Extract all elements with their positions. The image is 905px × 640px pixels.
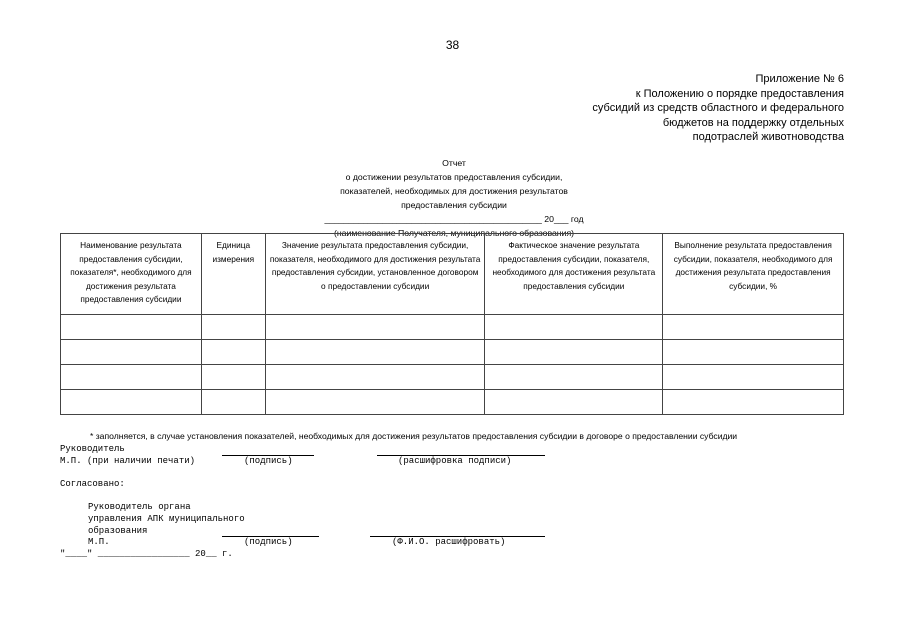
table-cell[interactable] <box>485 340 663 365</box>
table-cell[interactable] <box>663 365 844 390</box>
report-subtitle-line: о достижении результатов предоставления субсидии, <box>345 172 563 182</box>
report-heading <box>254 156 654 240</box>
appendix-note <box>524 72 844 145</box>
table-cell[interactable] <box>61 340 202 365</box>
table-cell[interactable] <box>201 365 265 390</box>
signature-caption: (подпись) <box>244 537 293 547</box>
appendix-line: бюджетов на поддержку отдельных <box>662 116 844 129</box>
table-row <box>61 365 844 390</box>
table-header-row <box>61 234 844 315</box>
stamp-note: М.П. (при наличии печати) <box>60 456 196 466</box>
agreed-label: Согласовано: <box>60 479 125 489</box>
recipient-caption: (наименование Получателя, муниципального образования) <box>333 228 575 238</box>
table-cell[interactable] <box>61 390 202 415</box>
page-number: 38 <box>445 38 460 52</box>
date-line: "____" _________________ 20__ г. <box>60 549 233 559</box>
table-cell[interactable] <box>201 340 265 365</box>
agency-line: управления АПК муниципального <box>88 514 245 524</box>
table-cell[interactable] <box>265 390 485 415</box>
appendix-line: подотраслей животноводства <box>692 131 844 143</box>
table-cell[interactable] <box>61 365 202 390</box>
results-table <box>60 233 844 415</box>
table-cell[interactable] <box>663 390 844 415</box>
table-row <box>61 340 844 365</box>
table-cell[interactable] <box>663 340 844 365</box>
table-cell[interactable] <box>201 390 265 415</box>
table-cell[interactable] <box>485 315 663 340</box>
report-year-line: _____________________________________________ 20___ год <box>324 214 584 224</box>
column-header-actual-value: Фактическое значение результата предоставления субсидии, показателя, необходимого для достижения результата предоставления субсидии <box>485 234 663 315</box>
stamp-short: М.П. <box>88 537 110 547</box>
signature-caption: (подпись) <box>244 456 293 466</box>
table-cell[interactable] <box>61 315 202 340</box>
table-cell[interactable] <box>663 315 844 340</box>
table-cell[interactable] <box>265 340 485 365</box>
report-subtitle-line: показателей, необходимых для достижения результатов <box>340 186 568 196</box>
table-cell[interactable] <box>265 365 485 390</box>
footnote: * заполняется, в случае установления показателей, необходимых для достижения результатов предоставления субсидии в договоре о предоставлении субсидии <box>90 431 738 441</box>
transcript-caption: (расшифровка подписи) <box>398 456 512 466</box>
column-header-completion-percent: Выполнение результата предоставления субсидии, показателя, необходимого для достижения результата предоставления субсидии, % <box>663 234 844 315</box>
appendix-line: субсидий из средств областного и федерального <box>592 102 844 114</box>
column-header-planned-value: Значение результата предоставления субсидии, показателя, необходимого для достижения результата предоставления субсидии, установленное договором о предоставлении субсидии <box>265 234 485 315</box>
agency-line: образования <box>88 526 148 536</box>
column-header-unit: Единица измерения <box>201 234 265 315</box>
agency-line: Руководитель органа <box>88 502 191 512</box>
table-cell[interactable] <box>485 390 663 415</box>
report-title: Отчет <box>442 158 466 168</box>
table-cell[interactable] <box>485 365 663 390</box>
appendix-line: Приложение № 6 <box>755 73 844 85</box>
table-row <box>61 315 844 340</box>
appendix-line: к Положению о порядке предоставления <box>635 87 844 100</box>
column-header-result-name: Наименование результата предоставления субсидии, показателя*, необходимого для достижения результата предоставления субсидии <box>61 234 202 315</box>
table-row <box>61 390 844 415</box>
table-cell[interactable] <box>265 315 485 340</box>
head-label: Руководитель <box>60 444 125 454</box>
table-cell[interactable] <box>201 315 265 340</box>
fio-caption: (Ф.И.О. расшифровать) <box>392 537 506 547</box>
report-subtitle-line: предоставления субсидии <box>401 200 507 210</box>
